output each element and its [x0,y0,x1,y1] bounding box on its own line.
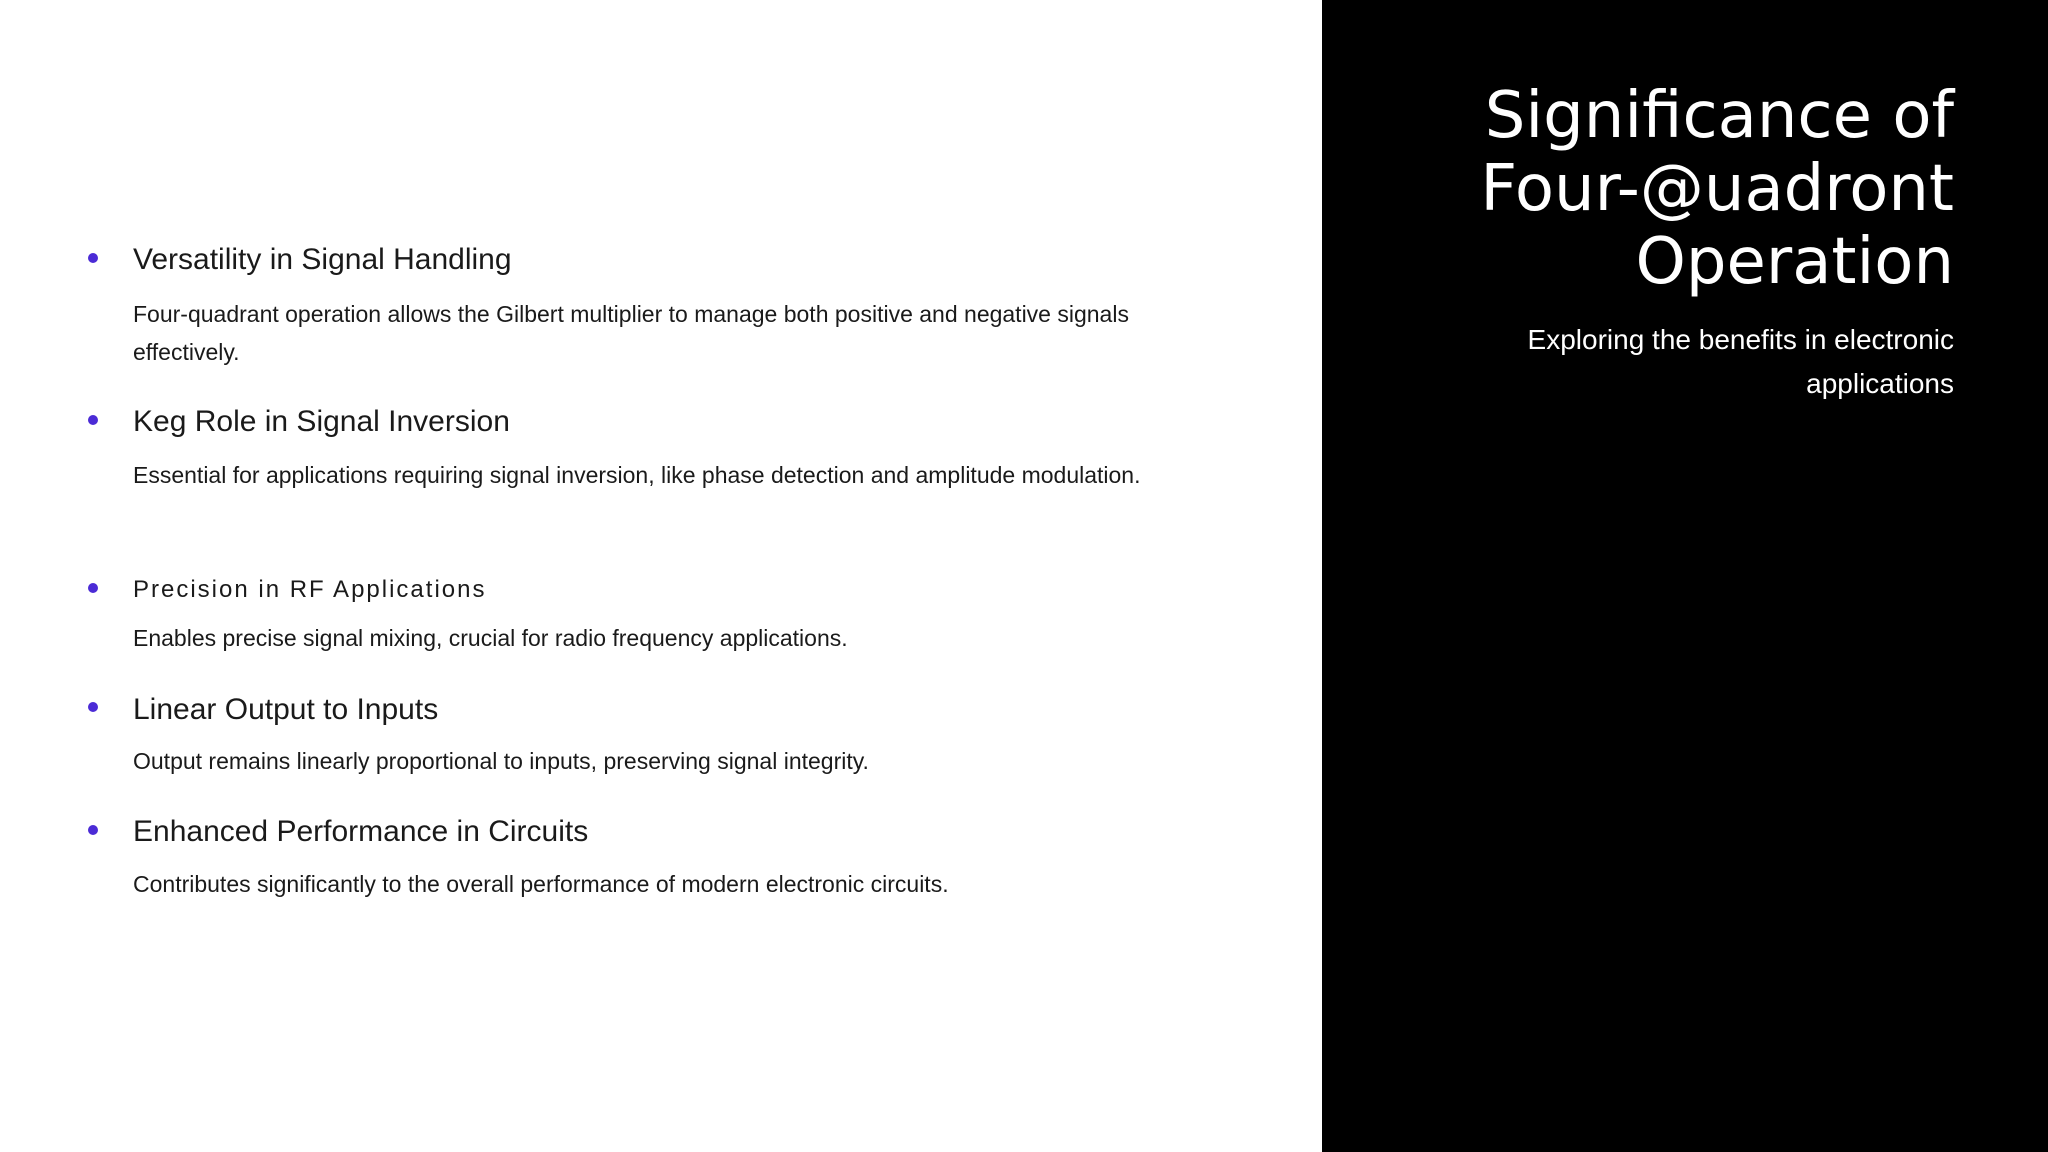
bullet-description: Enables precise signal mixing, crucial for radio frequency applications. [133,625,848,651]
bullet-heading: Linear Output to Inputs [133,693,439,726]
bullet-heading: Precision in RF Applications [133,576,487,603]
slide-title: Significance of Four-@uadront Operation [1480,79,1954,299]
title-panel [1322,0,2048,1152]
bullet-description: Output remains linearly proportional to inputs, preserving signal integrity. [133,748,869,774]
bullet-dot-icon [88,825,98,835]
bullet-dot-icon [88,415,98,425]
bullet-dot-icon [88,702,98,712]
bullet-heading: Keg Role in Signal Inversion [133,405,510,438]
slide-subtitle: Exploring the benefits in electronic applications [1527,324,1954,399]
bullet-heading: Versatility in Signal Handling [133,243,512,276]
bullet-dot-icon [88,253,98,263]
bullet-dot-icon [88,583,98,593]
bullet-description: Contributes significantly to the overall performance of modern electronic circuits. [133,871,949,897]
bullet-description: Four-quadrant operation allows the Gilbert multiplier to manage both positive and negative signals effectively. [133,301,1129,365]
bullet-heading: Enhanced Performance in Circuits [133,815,589,848]
bullet-description: Essential for applications requiring signal inversion, like phase detection and amplitude modulation. [133,462,1141,488]
